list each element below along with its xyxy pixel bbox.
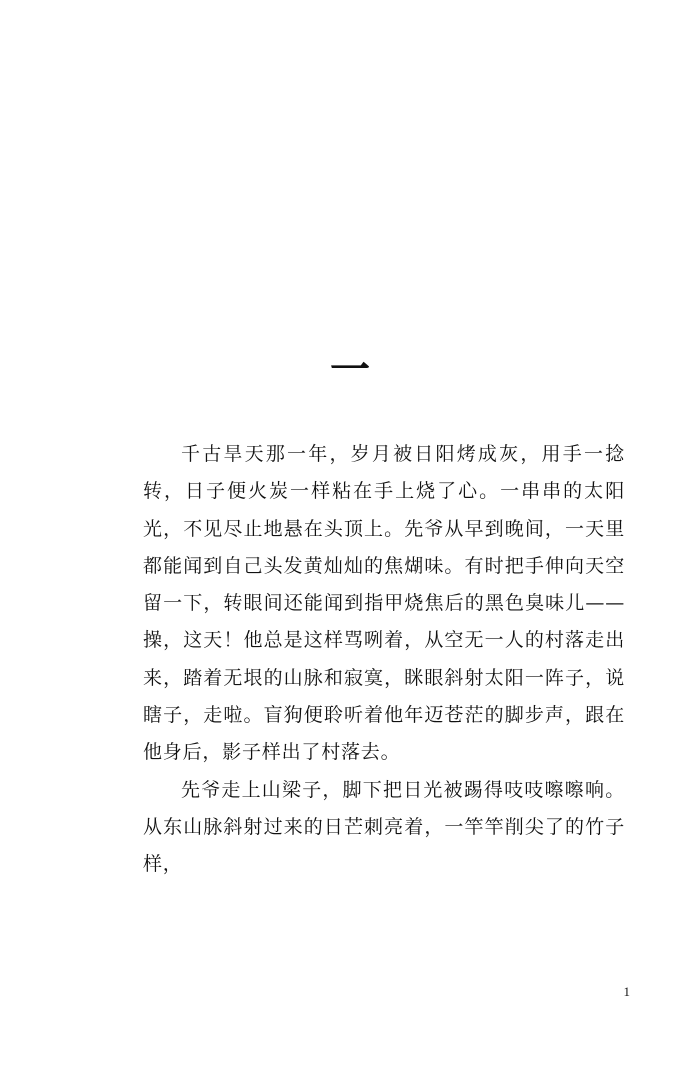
paragraph-1: 千古旱天那一年，岁月被日阳烤成灰，用手一捻转，日子便火炭一样粘在手上烧了心。一串串的太阳光，不见尽止地悬在头顶上。先爷从早到晚间，一天里都能闻到自己头发黄灿灿的焦煳味。有时把手伸向天空留一下，转眼间还能闻到指甲烧焦后的黑色臭味儿——操，这天！他总是这样骂咧着，从空无一人的村落走出来，踏着无垠的山脉和寂寞，眯眼斜射太阳一阵子，说瞎子，走啦。盲狗便聆听着他年迈苍茫的脚步声，跟在他身后，影子样出了村落去。 [143, 443, 625, 764]
body-text [143, 436, 625, 884]
page-number: 1 [623, 984, 630, 999]
paragraph-2: 先爷走上山梁子，脚下把日光被踢得吱吱嚓嚓响。从东山脉斜射过来的日芒刺亮着，一竿竿削尖了的竹子样， [143, 778, 625, 876]
chapter-number: 一 [330, 346, 370, 393]
